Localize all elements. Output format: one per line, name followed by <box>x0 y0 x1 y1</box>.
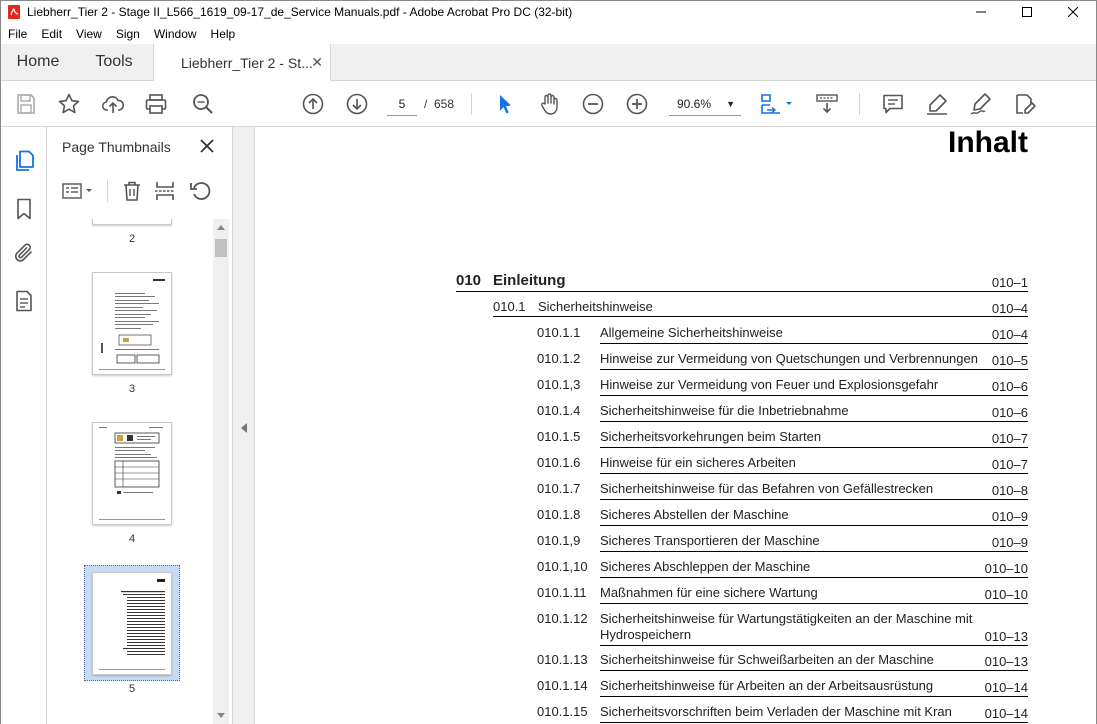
print-icon[interactable] <box>144 92 168 116</box>
rotate-icon[interactable] <box>188 179 212 203</box>
thumbnail-tools <box>47 175 233 209</box>
toc-entry-title: Maßnahmen für eine sichere Wartung <box>600 585 818 600</box>
menu-bar <box>1 23 1096 44</box>
toc-entry-underline <box>600 722 1028 723</box>
toc-entry-number: 010.1.14 <box>537 678 588 693</box>
minimize-button[interactable] <box>958 1 1004 23</box>
toc-entry[interactable] <box>537 507 1028 526</box>
toc-section-number: 010.1 <box>493 299 526 314</box>
toc-entry-underline <box>600 551 1028 552</box>
toc-entry-number: 010.1.12 <box>537 611 588 626</box>
scrollbar-thumb[interactable] <box>215 239 227 257</box>
close-panel-icon[interactable] <box>198 137 216 155</box>
toc-entry-underline <box>600 577 1028 578</box>
toc-entry-number: 010.1.7 <box>537 481 581 496</box>
toc-entry-page: 010–6 <box>991 405 1028 420</box>
toc-section-title: Sicherheitshinweise <box>538 299 653 314</box>
toc-entry-title: Hinweise zur Vermeidung von Quetschungen und Verbrennungen <box>600 351 978 366</box>
menu-view[interactable]: View <box>76 26 102 41</box>
bookmark-star-icon[interactable] <box>57 92 81 116</box>
toc-entry-page: 010–10 <box>984 587 1028 602</box>
toc-entry-number: 010.1.15 <box>537 704 588 719</box>
tab-home[interactable]: Home <box>16 53 60 70</box>
toc-entry-page: 010–7 <box>991 431 1028 446</box>
thumbnail-page-number: 3 <box>128 383 136 395</box>
select-cursor-icon[interactable] <box>493 92 517 116</box>
thumbnail-page-selected[interactable] <box>92 572 172 675</box>
zoom-level-value: 90.6% <box>677 97 712 111</box>
tab-document[interactable] <box>153 44 331 81</box>
close-icon <box>1068 7 1078 17</box>
toolbar-divider <box>471 93 472 115</box>
toc-chapter-page: 010–1 <box>991 275 1028 290</box>
toc-entry-number: 010.1.1 <box>537 325 581 340</box>
toc-chapter-number: 010 <box>456 272 482 289</box>
current-page-input[interactable]: 5 <box>387 92 417 116</box>
toc-entry-title: Hinweise für ein sicheres Arbeiten <box>600 455 796 470</box>
cloud-upload-icon[interactable] <box>101 92 125 116</box>
page-fit-icon[interactable] <box>759 92 795 116</box>
toc-entry-underline <box>600 696 1028 697</box>
tab-bar <box>1 44 1096 81</box>
toc-entry-underline <box>600 670 1028 671</box>
page-thumbnails-icon[interactable] <box>12 149 36 173</box>
thumbnail-panel <box>47 127 233 724</box>
toc-entry-number: 010.1.2 <box>537 351 581 366</box>
toc-entry-number: 010.1.8 <box>537 507 581 522</box>
toc-entry-number: 010.1,3 <box>537 377 581 392</box>
navigation-rail <box>1 127 47 724</box>
toolbar-divider <box>859 93 860 115</box>
comment-icon[interactable] <box>881 92 905 116</box>
toc-entry-page: 010–10 <box>984 561 1028 576</box>
toolbar <box>1 81 1096 127</box>
toc-entry-page: 010–14 <box>984 680 1028 695</box>
toc-entry[interactable] <box>537 429 1028 448</box>
toc-entry[interactable] <box>537 652 1028 671</box>
toc-entry-number: 010.1,10 <box>537 559 588 574</box>
menu-file[interactable]: File <box>8 26 28 41</box>
panel-splitter[interactable] <box>233 127 255 724</box>
toc-entry-page: 010–8 <box>991 483 1028 498</box>
toc-entry[interactable] <box>537 481 1028 500</box>
menu-help[interactable]: Help <box>210 26 236 41</box>
toc-chapter[interactable] <box>456 272 1028 292</box>
toc-entry[interactable] <box>537 611 1028 646</box>
scroll-down-icon[interactable] <box>216 712 226 720</box>
total-pages: 658 <box>434 97 455 111</box>
title-bar <box>1 1 1096 23</box>
collapse-panel-icon[interactable] <box>241 423 247 433</box>
delete-trash-icon[interactable] <box>120 179 144 203</box>
toc-entry-title: Sicheres Transportieren der Maschine <box>600 533 820 548</box>
tab-close-icon[interactable]: ✕ <box>311 54 323 70</box>
toc-entry-underline <box>600 421 1028 422</box>
attachments-icon[interactable] <box>12 241 36 265</box>
toc-entry-underline <box>600 447 1028 448</box>
toc-entry-title: Sicherheitshinweise für Arbeiten an der Arbeitsausrüstung <box>600 678 934 693</box>
toc-entry-page: 010–14 <box>984 706 1028 721</box>
toc-entry-number: 010.1.11 <box>537 585 587 600</box>
toc-chapter-title: Einleitung <box>493 272 566 289</box>
toc-entry-number: 010.1.4 <box>537 403 581 418</box>
page-preview <box>93 273 171 374</box>
maximize-icon <box>1022 7 1032 17</box>
insert-pages-icon[interactable] <box>153 179 177 203</box>
toc-entry-page: 010–6 <box>991 379 1028 394</box>
scroll-mode-icon[interactable] <box>815 92 839 116</box>
maximize-button[interactable] <box>1004 1 1050 23</box>
toc-entry-title: Sicheres Abschleppen der Maschine <box>600 559 811 574</box>
toc-entry-title: Sicherheitshinweise für das Befahren von Gefällestrecken <box>600 481 934 496</box>
panel-title: Page Thumbnails <box>62 139 171 155</box>
toc-entry-title: Sicherheitsvorkehrungen beim Starten <box>600 429 822 444</box>
toc-entry-underline <box>600 369 1028 370</box>
save-icon[interactable] <box>14 92 38 116</box>
tab-tools[interactable]: Tools <box>95 53 133 70</box>
tab-document-label: Liebherr_Tier 2 - St... <box>181 54 313 71</box>
toc-entry-title: Sicheres Abstellen der Maschine <box>600 507 789 522</box>
toc-entry[interactable] <box>537 403 1028 422</box>
toc-entry[interactable] <box>537 585 1028 604</box>
thumbnail-page[interactable] <box>92 422 172 525</box>
page-preview <box>93 573 171 674</box>
document-properties-icon[interactable] <box>12 289 36 313</box>
window-title: Liebherr_Tier 2 - Stage II_L566_1619_09-17_de_Service Manuals.pdf - Adobe Acrobat Pro DC (32-bit) <box>27 5 573 19</box>
hand-tool-icon[interactable] <box>537 92 561 116</box>
page-preview <box>93 219 171 224</box>
toc-entry-title: Sicherheitshinweise für Wartungstätigkeiten an der Maschine mit Hydrospeichern <box>600 611 973 642</box>
toc-entry-underline <box>600 473 1028 474</box>
zoom-out-icon[interactable] <box>581 92 605 116</box>
toc-entry-title: Sicherheitsvorschriften beim Verladen der Maschine mit Kran <box>600 704 952 719</box>
toc-entry[interactable] <box>537 377 1028 396</box>
toc-entry[interactable] <box>537 533 1028 552</box>
toc-entry-page: 010–13 <box>984 654 1028 669</box>
toc-section-page: 010–4 <box>991 301 1028 316</box>
highlight-pen-icon[interactable] <box>925 92 949 116</box>
thumbnail-scrollbar[interactable] <box>213 219 229 724</box>
page-heading: Inhalt <box>948 127 1028 159</box>
minimize-icon <box>976 7 986 17</box>
acrobat-pdf-icon <box>7 5 21 19</box>
toc-entry-number: 010.1.6 <box>537 455 581 470</box>
thumbnail-page[interactable] <box>92 219 172 225</box>
toc-entry[interactable] <box>537 351 1028 370</box>
menu-sign[interactable]: Sign <box>115 26 140 41</box>
toc-entry-title: Sicherheitshinweise für die Inbetriebnahme <box>600 403 849 418</box>
previous-page-icon[interactable] <box>301 92 325 116</box>
toc-entry-number: 010.1.5 <box>537 429 581 444</box>
toc-entry-title: Allgemeine Sicherheitshinweise <box>600 325 783 340</box>
toc-entry-page: 010–7 <box>991 457 1028 472</box>
toc-entry-page: 010–5 <box>991 353 1028 368</box>
find-zoom-icon[interactable] <box>191 92 215 116</box>
toc-section[interactable] <box>493 299 1028 317</box>
toc-entry-page: 010–13 <box>984 629 1028 644</box>
toc-entry-underline <box>600 645 1028 646</box>
fill-sign-icon[interactable] <box>1013 92 1037 116</box>
draw-sign-icon[interactable] <box>969 92 993 116</box>
toc-entry-underline <box>600 395 1028 396</box>
thumbnail-options-icon[interactable] <box>61 179 97 203</box>
panel-tools-divider <box>107 180 108 202</box>
toc-entry[interactable] <box>537 704 1028 723</box>
page-separator: / <box>424 97 428 111</box>
bookmarks-icon[interactable] <box>12 197 36 221</box>
zoom-in-icon[interactable] <box>625 92 649 116</box>
thumbnail-page-number: 4 <box>128 533 136 545</box>
toc-entry-title: Sicherheitshinweise für Schweißarbeiten an der Maschine <box>600 652 934 667</box>
menu-window[interactable]: Window <box>153 26 197 41</box>
toc-entry-page: 010–9 <box>991 509 1028 524</box>
toc-entry-underline <box>600 499 1028 500</box>
thumbnail-list <box>47 219 213 724</box>
toc-entry-page: 010–4 <box>991 327 1028 342</box>
toc-entry-underline <box>600 525 1028 526</box>
chevron-down-icon: ▼ <box>726 99 735 109</box>
toc-entry-title: Hinweise zur Vermeidung von Feuer und Explosionsgefahr <box>600 377 939 392</box>
thumbnail-page-number: 5 <box>128 683 136 695</box>
thumbnail-page-number: 2 <box>128 233 136 245</box>
toc-entry[interactable] <box>537 325 1028 344</box>
toc-entry[interactable] <box>537 559 1028 578</box>
document-view <box>255 127 1096 724</box>
toc-entry-underline <box>600 343 1028 344</box>
zoom-level-dropdown[interactable] <box>669 92 741 116</box>
next-page-icon[interactable] <box>345 92 369 116</box>
toc-entry-number: 010.1.13 <box>537 652 588 667</box>
close-window-button[interactable] <box>1050 1 1096 23</box>
toc-entry-underline <box>600 603 1028 604</box>
scroll-up-icon[interactable] <box>216 223 226 231</box>
toc-entry[interactable] <box>537 678 1028 697</box>
toc-entry-page: 010–9 <box>991 535 1028 550</box>
thumbnail-page[interactable] <box>92 272 172 375</box>
page-preview <box>93 423 171 524</box>
toc-entry-number: 010.1,9 <box>537 533 581 548</box>
toc-entry[interactable] <box>537 455 1028 474</box>
menu-edit[interactable]: Edit <box>41 26 63 41</box>
